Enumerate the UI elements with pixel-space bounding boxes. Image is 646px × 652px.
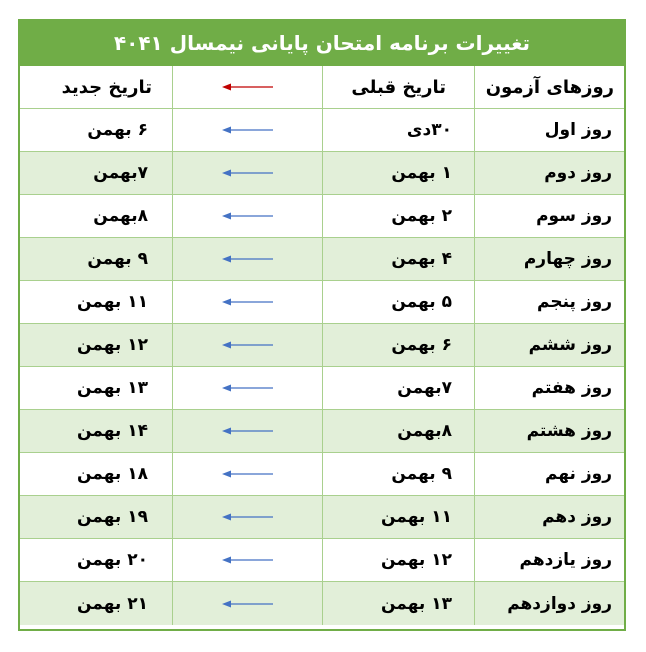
old-date: ۲ بهمن bbox=[322, 195, 474, 237]
header-old-date: تاریخ قبلی bbox=[322, 66, 474, 108]
header-day: روزهای آزمون bbox=[474, 66, 624, 108]
exam-day: روز هفتم bbox=[474, 367, 624, 409]
old-date: ۵ بهمن bbox=[322, 281, 474, 323]
table-row bbox=[20, 324, 624, 367]
old-date: ۱۳ بهمن bbox=[322, 582, 474, 625]
old-date: ۱۲ بهمن bbox=[322, 539, 474, 581]
old-date: ۸بهمن bbox=[322, 410, 474, 452]
new-date: ۱۴ بهمن bbox=[77, 421, 148, 441]
table-row bbox=[20, 109, 624, 152]
arrow-cell bbox=[172, 539, 322, 581]
arrow-left-icon bbox=[222, 512, 274, 522]
exam-day: روز دهم bbox=[474, 496, 624, 538]
old-date: ۷بهمن bbox=[322, 367, 474, 409]
arrow-cell bbox=[172, 367, 322, 409]
table-row bbox=[20, 367, 624, 410]
arrow-cell bbox=[172, 324, 322, 366]
table-row bbox=[20, 453, 624, 496]
header-new-date: تاریخ جدید bbox=[61, 76, 152, 98]
arrow-left-icon bbox=[222, 555, 274, 565]
schedule-table bbox=[18, 19, 626, 631]
exam-day: روز یازدهم bbox=[474, 539, 624, 581]
arrow-left-icon bbox=[222, 82, 274, 92]
table-row bbox=[20, 496, 624, 539]
arrow-left-icon bbox=[222, 340, 274, 350]
arrow-left-icon bbox=[222, 125, 274, 135]
table-row bbox=[20, 410, 624, 453]
exam-day: روز هشتم bbox=[474, 410, 624, 452]
arrow-cell bbox=[172, 410, 322, 452]
arrow-left-icon bbox=[222, 599, 274, 609]
arrow-cell bbox=[172, 195, 322, 237]
new-date: ۲۱ بهمن bbox=[77, 593, 148, 614]
arrow-cell bbox=[172, 496, 322, 538]
table-row bbox=[20, 539, 624, 582]
arrow-left-icon bbox=[222, 383, 274, 393]
table-title: تغییرات برنامه امتحان پایانی نیمسال ۴۰۴۱ bbox=[20, 21, 624, 66]
arrow-cell bbox=[172, 582, 322, 625]
new-date: ۹ بهمن bbox=[87, 249, 148, 269]
exam-day: روز پنجم bbox=[474, 281, 624, 323]
arrow-cell bbox=[172, 109, 322, 151]
new-date: ۲۰ بهمن bbox=[77, 550, 148, 570]
arrow-left-icon bbox=[222, 211, 274, 221]
arrow-left-icon bbox=[222, 297, 274, 307]
new-date: ۶ بهمن bbox=[87, 120, 148, 140]
old-date: ۹ بهمن bbox=[322, 453, 474, 495]
old-date: ۶ بهمن bbox=[322, 324, 474, 366]
old-date: ۴ بهمن bbox=[322, 238, 474, 280]
new-date: ۱۳ بهمن bbox=[77, 378, 148, 398]
exam-day: روز چهارم bbox=[474, 238, 624, 280]
arrow-cell bbox=[172, 281, 322, 323]
arrow-left-icon bbox=[222, 426, 274, 436]
table-row bbox=[20, 238, 624, 281]
arrow-left-icon bbox=[222, 254, 274, 264]
table-row bbox=[20, 281, 624, 324]
new-date: ۱۲ بهمن bbox=[77, 335, 148, 355]
exam-day: روز دوازدهم bbox=[474, 582, 624, 625]
old-date: ۳۰دی bbox=[322, 109, 474, 151]
exam-day: روز سوم bbox=[474, 195, 624, 237]
table-row bbox=[20, 152, 624, 195]
arrow-cell bbox=[172, 238, 322, 280]
exam-day: روز اول bbox=[474, 109, 624, 151]
arrow-left-icon bbox=[222, 469, 274, 479]
new-date: ۸بهمن bbox=[93, 206, 148, 226]
table-row bbox=[20, 582, 624, 625]
table-row bbox=[20, 195, 624, 238]
exam-day: روز ششم bbox=[474, 324, 624, 366]
arrow-cell bbox=[172, 152, 322, 194]
header-row bbox=[20, 66, 624, 109]
new-date: ۱۸ بهمن bbox=[77, 464, 148, 484]
old-date: ۱ بهمن bbox=[322, 152, 474, 194]
header-arrow-cell bbox=[172, 66, 322, 108]
new-date: ۱۹ بهمن bbox=[77, 507, 148, 527]
exam-day: روز نهم bbox=[474, 453, 624, 495]
new-date: ۱۱ بهمن bbox=[77, 292, 148, 312]
arrow-left-icon bbox=[222, 168, 274, 178]
new-date: ۷بهمن bbox=[93, 163, 148, 183]
old-date: ۱۱ بهمن bbox=[322, 496, 474, 538]
arrow-cell bbox=[172, 453, 322, 495]
exam-day: روز دوم bbox=[474, 152, 624, 194]
